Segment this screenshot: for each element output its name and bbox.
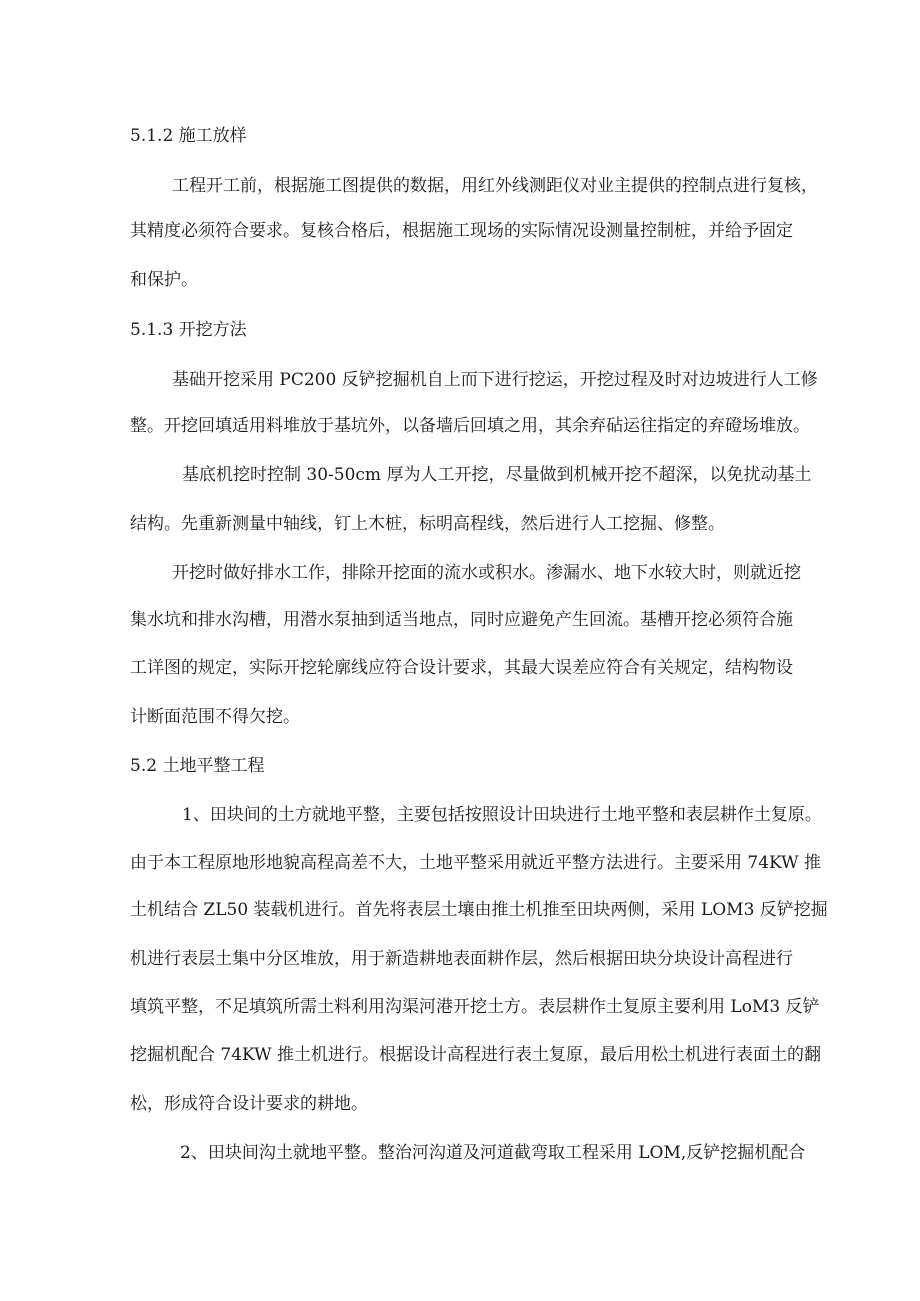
paragraph-line: 结构。先重新测量中轴线，钉上木桩，标明高程线，然后进行人工挖掘、修整。	[130, 514, 725, 534]
paragraph-line: 挖掘机配合 74KW 推土机进行。根据设计高程进行表土复原，最后用松土机进行表面土的翻	[130, 1045, 822, 1065]
heading-5-2: 5.2 土地平整工程	[130, 756, 265, 776]
paragraph-line: 和保护。	[130, 270, 198, 290]
paragraph-line: 其精度必须符合要求。复核合格后，根据施工现场的实际情况设测量控制桩，并给予固定	[130, 221, 793, 241]
paragraph-line: 工程开工前，根据施工图提供的数据，用红外线测距仪对业主提供的控制点进行复核，	[172, 176, 818, 196]
paragraph-line: 集水坑和排水沟槽，用潜水泵抽到适当地点，同时应避免产生回流。基槽开挖必须符合施	[130, 610, 793, 630]
paragraph-line: 计断面范围不得欠挖。	[130, 707, 300, 727]
paragraph-line: 由于本工程原地形地貌高程高差不大，土地平整采用就近平整方法进行。主要采用 74KW 推	[130, 853, 822, 873]
heading-5-1-3: 5.1.3 开挖方法	[130, 320, 247, 340]
paragraph-line: 开挖时做好排水工作，排除开挖面的流水或积水。渗漏水、地下水较大时，则就近挖	[172, 563, 801, 583]
paragraph-line: 整。开挖回填适用料堆放于基坑外，以备墙后回填之用，其余弃砧运往指定的弃磴场堆放。	[130, 416, 810, 436]
paragraph-line: 土机结合 ZL50 装载机进行。首先将表层土壤由推土机推至田块两侧，采用 LOM3 反铲挖掘	[130, 900, 828, 920]
paragraph-line: 松，形成符合设计要求的耕地。	[130, 1094, 368, 1114]
paragraph-line: 填筑平整，不足填筑所需土料利用沟渠河港开挖土方。表层耕作土复原主要利用 LoM3 反铲	[130, 997, 820, 1017]
paragraph-line: 2、田块间沟土就地平整。整治河沟道及河道截弯取工程采用 LOM,反铲挖掘机配合	[180, 1143, 806, 1163]
heading-5-1-2: 5.1.2 施工放样	[130, 126, 247, 146]
paragraph-line: 基底机挖时控制 30-50cm 厚为人工开挖，尽量做到机械开挖不超深，以免扰动基土	[182, 465, 812, 485]
paragraph-line: 机进行表层土集中分区堆放，用于新造耕地表面耕作层，然后根据田块分块设计高程进行	[130, 949, 793, 969]
paragraph-line: 工详图的规定，实际开挖轮廓线应符合设计要求，其最大误差应符合有关规定，结构物设	[130, 658, 793, 678]
paragraph-line: 1、田块间的土方就地平整，主要包括按照设计田块进行土地平整和表层耕作土复原。	[182, 805, 822, 825]
paragraph-line: 基础开挖采用 PC200 反铲挖掘机自上而下进行挖运，开挖过程及时对边坡进行人工修	[172, 370, 818, 390]
